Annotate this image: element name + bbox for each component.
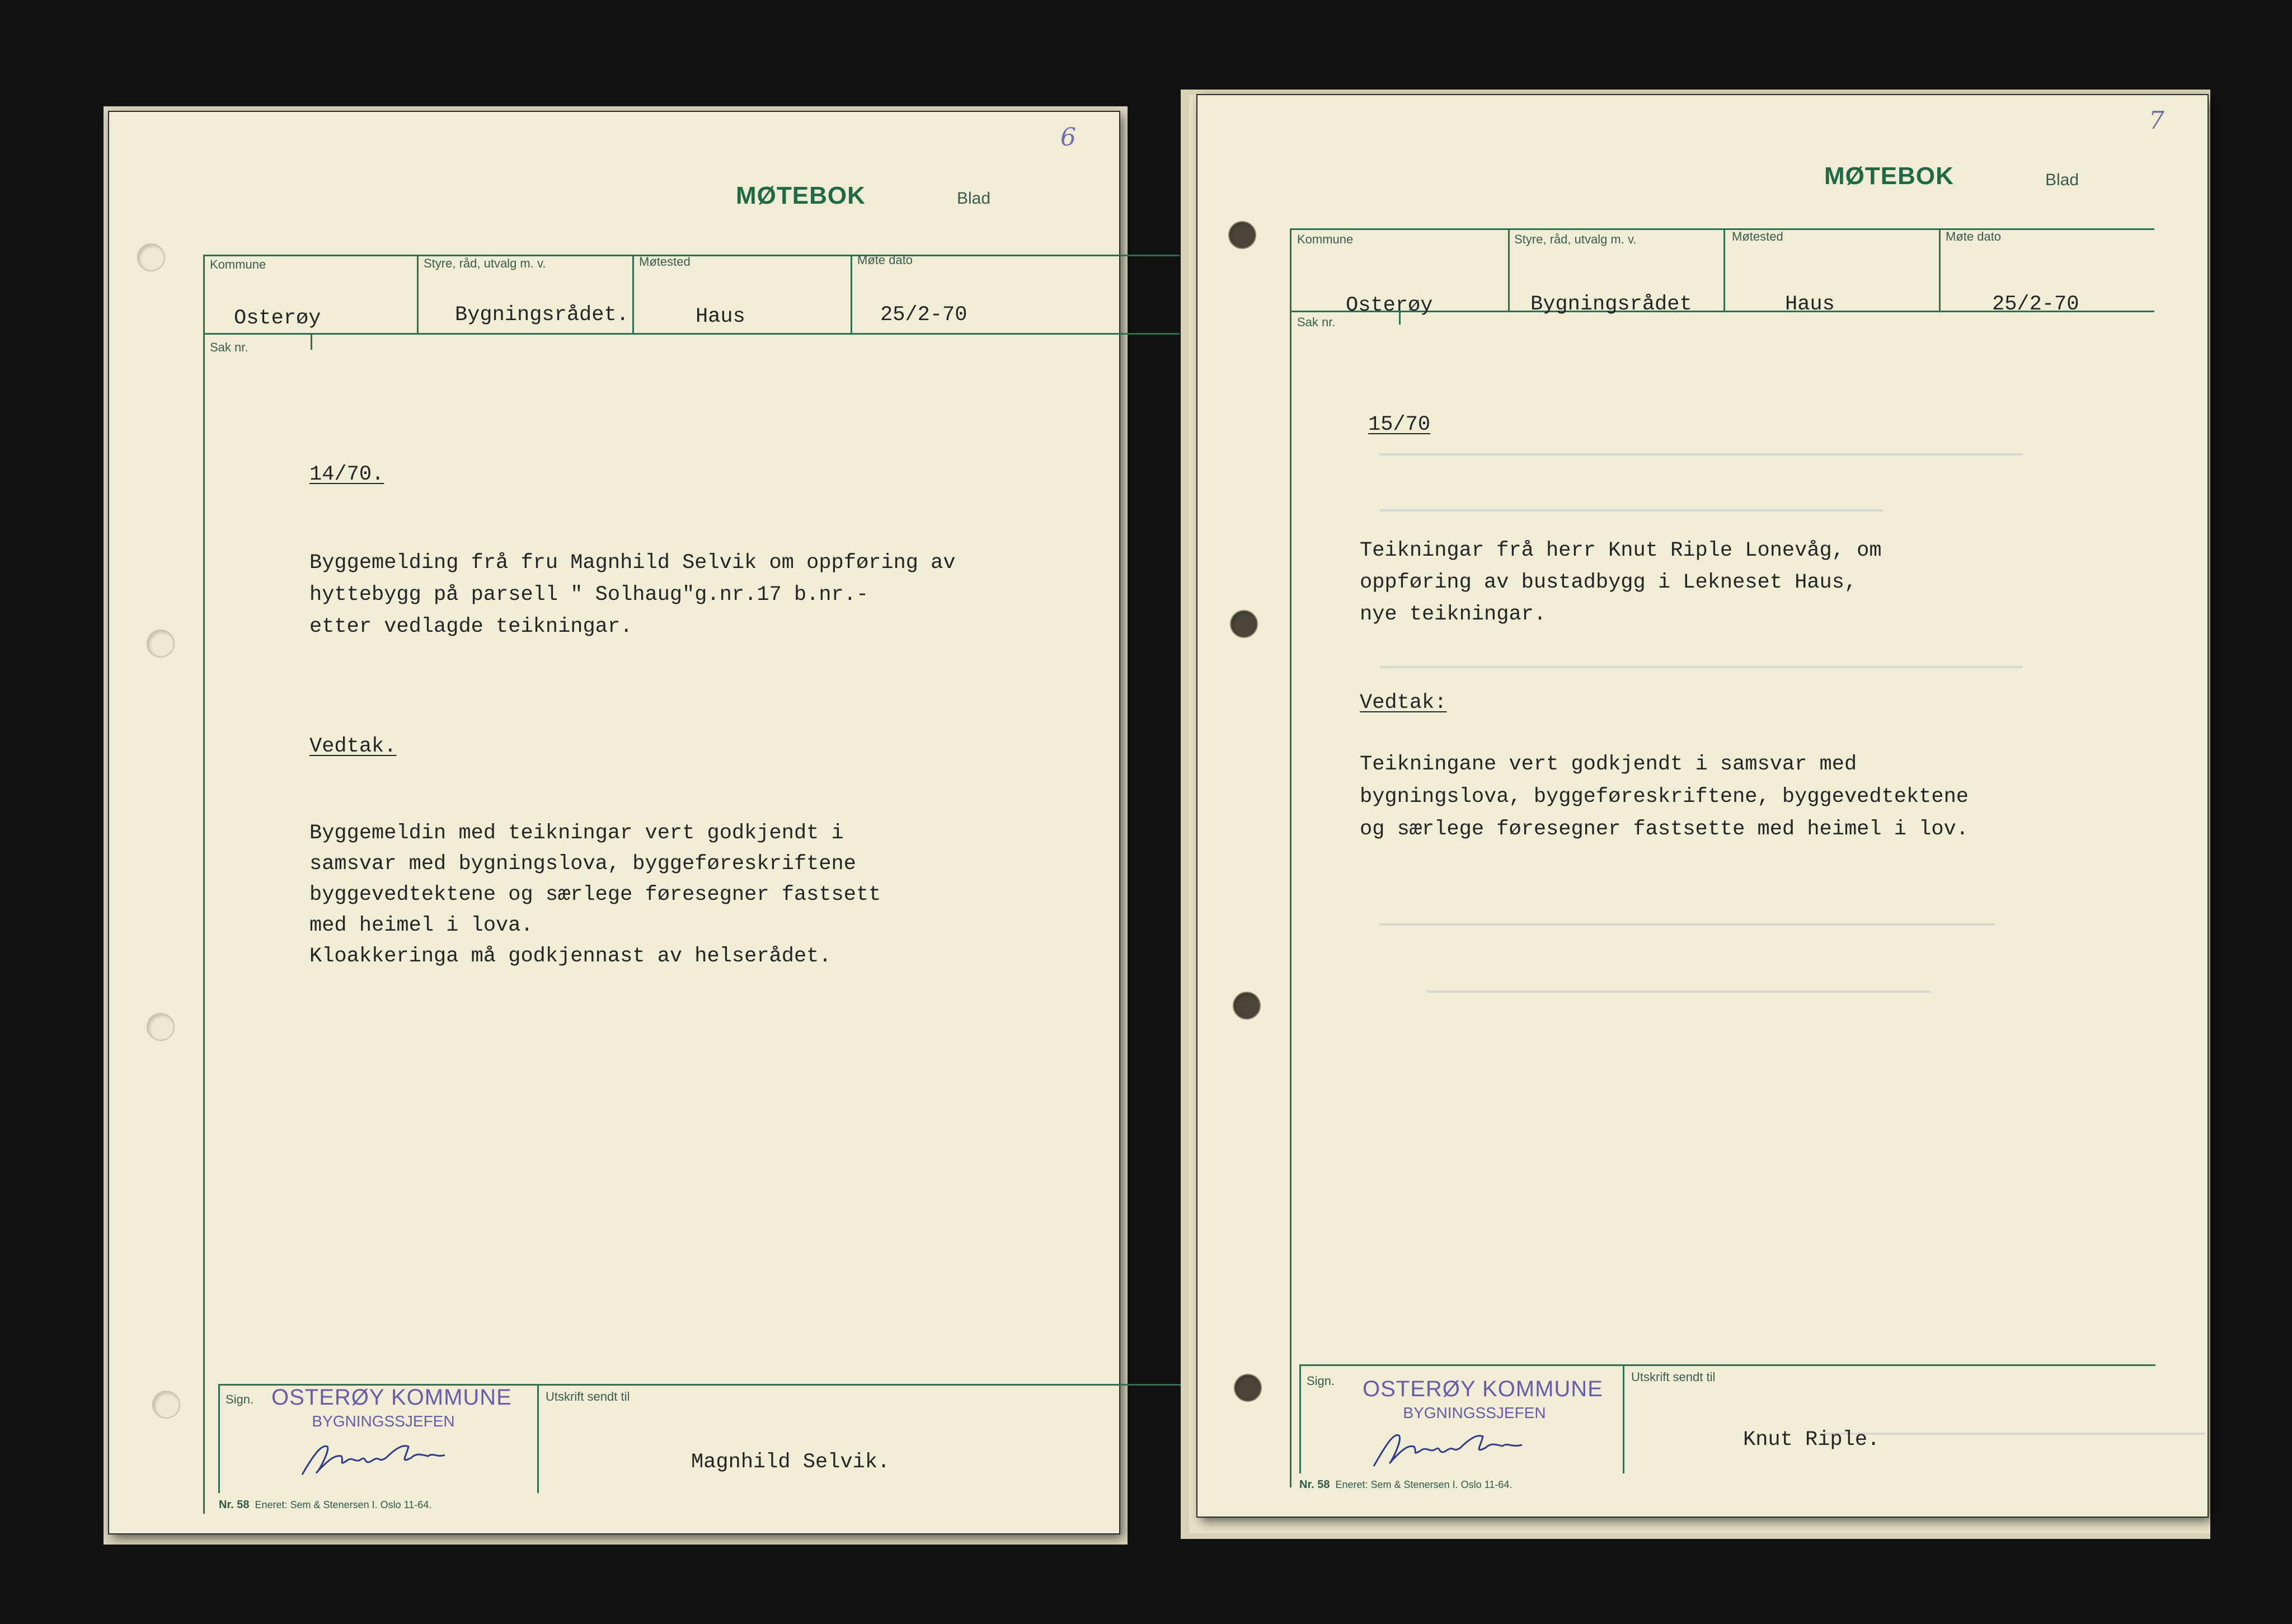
left-body-line: etter vedlagde teikningar.: [309, 615, 633, 639]
left-printer: Eneret: Sem & Stenersen I. Oslo 11-64.: [255, 1499, 432, 1510]
left-styre-value: Bygningsrådet.: [455, 303, 629, 327]
left-vedtak-line: Kloakkeringa må godkjennast av helserådet.: [309, 945, 832, 968]
left-sak-label: Sak nr.: [210, 340, 248, 354]
right-page: [1197, 95, 2208, 1517]
left-vedtak-line: samsvar med bygningslova, byggeføreskriftene: [309, 852, 856, 876]
left-vedtak-line: Byggemeldin med teikningar vert godkjendt i: [309, 822, 844, 845]
right-form-nr: Nr. 58: [1299, 1479, 1330, 1491]
left-motebok-title: MØTEBOK: [736, 182, 866, 209]
right-recipient: Knut Riple.: [1743, 1428, 1880, 1452]
punch-hole: [152, 1391, 180, 1419]
left-vedtak-line: med heimel i lova.: [309, 914, 533, 937]
punch-hole: [1228, 221, 1256, 249]
punch-hole: [1234, 1374, 1262, 1402]
right-styre-label: Styre, råd, utvalg m. v.: [1514, 232, 1637, 246]
right-body-line: oppføring av bustadbygg i Lekneset Haus,: [1360, 571, 1857, 594]
left-kommune-value: Osterøy: [234, 307, 321, 330]
left-dato-label: Møte dato: [857, 253, 913, 267]
left-sak-nr: 14/70.: [309, 463, 384, 486]
left-motested-value: Haus: [696, 305, 745, 328]
right-kommune-label: Kommune: [1297, 232, 1354, 246]
left-dato-value: 25/2-70: [880, 303, 967, 327]
left-utskrift-label: Utskrift sendt til: [546, 1390, 630, 1404]
right-dato-label: Møte dato: [1946, 229, 2002, 243]
right-sak-nr: 15/70: [1368, 413, 1431, 436]
punch-hole: [147, 1013, 175, 1041]
right-dato-value: 25/2-70: [1992, 293, 2079, 316]
stamp-line-2: BYGNINGSSJEFEN: [312, 1412, 455, 1430]
right-body-line: nye teikningar.: [1360, 603, 1547, 626]
right-vedtak-heading: Vedtak:: [1360, 691, 1447, 715]
left-form-number: [219, 1499, 431, 1512]
left-signature: [297, 1433, 464, 1483]
punch-hole: [1233, 992, 1261, 1020]
punch-hole: [137, 243, 165, 271]
right-osteroy-stamp: [1363, 1377, 1603, 1422]
right-utskrift-label: Utskrift sendt til: [1631, 1370, 1716, 1384]
left-form-nr: Nr. 58: [219, 1499, 250, 1511]
punch-hole: [1230, 610, 1258, 638]
right-blad-label: Blad: [2045, 171, 2079, 189]
left-body-line: hyttebygg på parsell " Solhaug"g.nr.17 b.nr.-: [309, 583, 869, 607]
stamp-line-1: OSTERØY KOMMUNE: [271, 1385, 512, 1410]
stamp-line-2: BYGNINGSSJEFEN: [1403, 1404, 1546, 1421]
right-form-number: [1299, 1479, 1512, 1491]
right-motebok-title: MØTEBOK: [1824, 162, 1954, 190]
left-motested-label: Møtested: [639, 255, 691, 269]
left-body-line: Byggemelding frå fru Magnhild Selvik om oppføring av: [309, 551, 956, 575]
right-styre-value: Bygningsrådet: [1530, 293, 1692, 316]
left-vedtak-line: byggevedtektene og særlege føresegner fastsett: [309, 883, 881, 907]
punch-hole: [147, 630, 175, 658]
right-body-line: Teikningar frå herr Knut Riple Lonevåg, om: [1360, 539, 1882, 562]
left-page: [109, 112, 1119, 1533]
left-osteroy-stamp: [271, 1385, 512, 1430]
right-motested-value: Haus: [1785, 293, 1835, 316]
left-sign-label: Sign.: [226, 1392, 254, 1406]
right-page-number: 7: [2149, 106, 2164, 135]
left-page-number: 6: [1060, 123, 1076, 152]
right-vedtak-line: bygningslova, byggeføreskriftene, byggevedtektene: [1360, 785, 1969, 809]
left-recipient: Magnhild Selvik.: [691, 1451, 890, 1474]
left-styre-label: Styre, råd, utvalg m. v.: [424, 256, 546, 270]
left-vedtak-heading: Vedtak.: [309, 735, 397, 758]
right-signature: [1368, 1421, 1547, 1472]
left-blad-label: Blad: [957, 189, 991, 208]
stamp-line-1: OSTERØY KOMMUNE: [1363, 1377, 1603, 1401]
right-vedtak-line: Teikningane vert godkjendt i samsvar med: [1360, 753, 1857, 776]
right-sak-label: Sak nr.: [1297, 315, 1336, 329]
left-kommune-label: Kommune: [210, 257, 266, 271]
right-vedtak-line: og særlege føresegner fastsette med heimel i lov.: [1360, 818, 1969, 841]
right-sign-label: Sign.: [1307, 1374, 1335, 1388]
right-kommune-value: Osterøy: [1346, 294, 1433, 317]
right-motested-label: Møtested: [1732, 229, 1783, 243]
right-printer: Eneret: Sem & Stenersen I. Oslo 11-64.: [1335, 1479, 1513, 1490]
